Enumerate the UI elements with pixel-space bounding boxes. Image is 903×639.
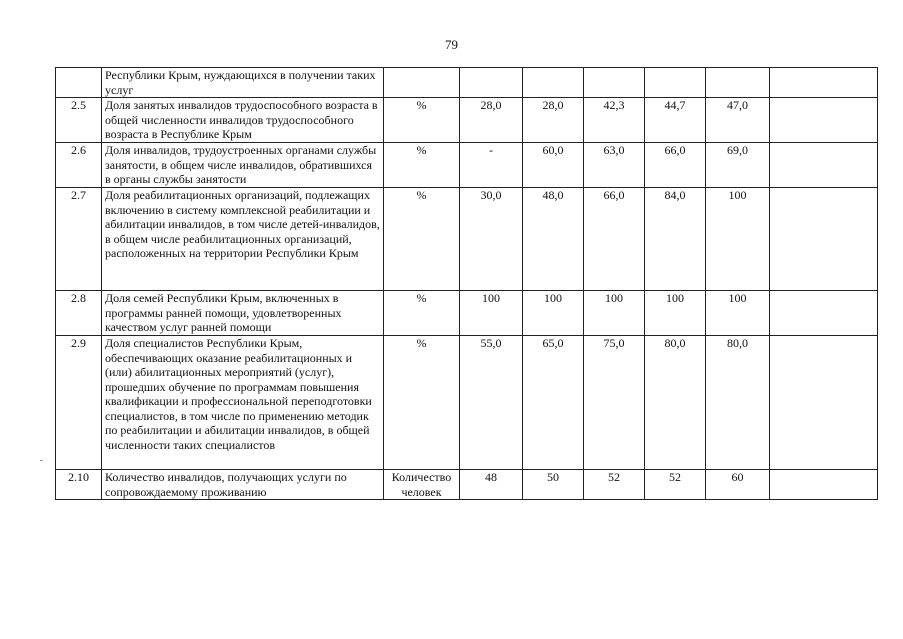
table-row [56, 68, 878, 98]
indicator-description: Доля специалистов Республики Крым, обеспечивающих оказание реабилитационных и (или) абилитационных мероприятий (услуг), прошедших обучение по программам повышения квалификации и профессиональной переподготовки специалистов, в том числе по применению методик по реабилитации и абилитации инвалидов, в общей численности таких специалистов [102, 336, 384, 470]
value-cell: 50 [523, 470, 584, 500]
value-cell: 84,0 [645, 188, 706, 291]
value-cell: 75,0 [584, 336, 645, 470]
indicator-description: Доля инвалидов, трудоустроенных органами службы занятости, в общем числе инвалидов, обратившихся в органы службы занятости [102, 143, 384, 188]
indicator-description: Республики Крым, нуждающихся в получении таких услуг [102, 68, 384, 98]
value-cell: 30,0 [460, 188, 523, 291]
value-cell: 52 [645, 470, 706, 500]
unit-cell: % [384, 291, 460, 336]
value-cell: 42,3 [584, 98, 645, 143]
extra-cell [770, 68, 878, 98]
table-row [56, 470, 878, 500]
value-cell: 100 [645, 291, 706, 336]
table-row [56, 336, 878, 470]
value-cell: 48 [460, 470, 523, 500]
value-cell: 66,0 [584, 188, 645, 291]
indicator-description: Количество инвалидов, получающих услуги по сопровождаемому проживанию [102, 470, 384, 500]
table-row [56, 291, 878, 336]
value-cell: 100 [706, 188, 770, 291]
value-cell: 55,0 [460, 336, 523, 470]
value-cell: 100 [523, 291, 584, 336]
indicator-description: Доля реабилитационных организаций, подлежащих включению в систему комплексной реабилитации и абилитации инвалидов, в том числе детей-инвалидов, в общем числе реабилитационных организаций, расположенных на территории Республики Крым [102, 188, 384, 291]
value-cell: 100 [584, 291, 645, 336]
value-cell [645, 68, 706, 98]
row-number: 2.10 [56, 470, 102, 500]
value-cell: 28,0 [460, 98, 523, 143]
unit-cell: % [384, 188, 460, 291]
value-cell: 60,0 [523, 143, 584, 188]
extra-cell [770, 143, 878, 188]
value-cell [523, 68, 584, 98]
value-cell: 66,0 [645, 143, 706, 188]
value-cell: 100 [706, 291, 770, 336]
extra-cell [770, 470, 878, 500]
unit-cell: % [384, 336, 460, 470]
table-row [56, 98, 878, 143]
unit-cell: % [384, 98, 460, 143]
value-cell: 80,0 [645, 336, 706, 470]
scan-speck [40, 460, 43, 461]
value-cell: 63,0 [584, 143, 645, 188]
row-number: 2.8 [56, 291, 102, 336]
indicators-table [55, 67, 878, 500]
unit-cell: Количество человек [384, 470, 460, 500]
extra-cell [770, 291, 878, 336]
row-number: 2.7 [56, 188, 102, 291]
value-cell [706, 68, 770, 98]
value-cell: 48,0 [523, 188, 584, 291]
row-number [56, 68, 102, 98]
row-number: 2.5 [56, 98, 102, 143]
value-cell: 52 [584, 470, 645, 500]
value-cell: 60 [706, 470, 770, 500]
indicator-description: Доля семей Республики Крым, включенных в программы ранней помощи, удовлетворенных качеством услуг ранней помощи [102, 291, 384, 336]
value-cell: 28,0 [523, 98, 584, 143]
extra-cell [770, 188, 878, 291]
row-number: 2.9 [56, 336, 102, 470]
unit-cell: % [384, 143, 460, 188]
page-number: 79 [445, 37, 458, 52]
value-cell [584, 68, 645, 98]
extra-cell [770, 98, 878, 143]
unit-cell [384, 68, 460, 98]
table-row [56, 188, 878, 291]
value-cell [460, 68, 523, 98]
value-cell: 100 [460, 291, 523, 336]
table-row [56, 143, 878, 188]
value-cell: 44,7 [645, 98, 706, 143]
value-cell: 80,0 [706, 336, 770, 470]
indicator-description: Доля занятых инвалидов трудоспособного возраста в общей численности инвалидов трудоспособного возраста в Республике Крым [102, 98, 384, 143]
value-cell: 69,0 [706, 143, 770, 188]
extra-cell [770, 336, 878, 470]
value-cell: 47,0 [706, 98, 770, 143]
value-cell: 65,0 [523, 336, 584, 470]
value-cell: - [460, 143, 523, 188]
row-number: 2.6 [56, 143, 102, 188]
